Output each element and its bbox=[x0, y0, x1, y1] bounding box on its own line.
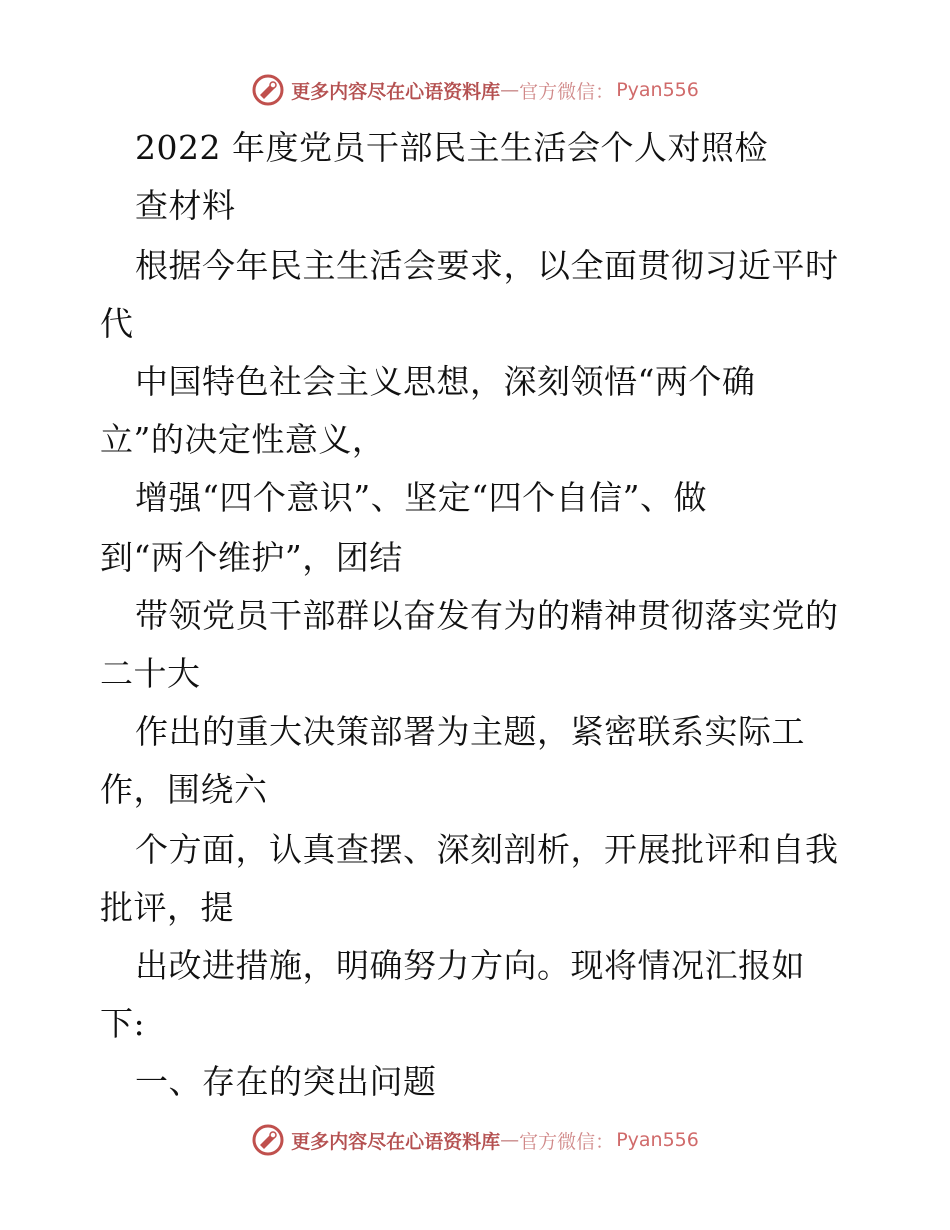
watermark-dash: — bbox=[500, 1129, 520, 1151]
paragraph-line: 带领党员干部群以奋发有为的精神贯彻落实党的 bbox=[135, 596, 839, 635]
paragraph-line: 到“两个维护”，团结 bbox=[100, 538, 403, 577]
paragraph-line: 下: bbox=[100, 1004, 146, 1043]
paragraph-line: 批评，提 bbox=[100, 888, 234, 927]
paragraph-line: 立”的决定性意义， bbox=[100, 420, 386, 459]
paragraph-line: 根据今年民主生活会要求，以全面贯彻习近平时 bbox=[135, 246, 839, 285]
paragraph-line: 作出的重大决策部署为主题，紧密联系实际工 bbox=[135, 712, 805, 751]
paragraph-line: 代 bbox=[100, 304, 134, 343]
watermark-wechat-id: Pyan556 bbox=[616, 79, 699, 101]
paragraph-line: 中国特色社会主义思想，深刻领悟“两个确 bbox=[135, 362, 756, 401]
watermark-wechat-label: 官方微信： bbox=[519, 1130, 615, 1153]
paragraph-line: 作，围绕六 bbox=[100, 770, 268, 809]
paragraph-line: 二十大 bbox=[100, 654, 201, 693]
watermark-logo-icon bbox=[251, 1123, 285, 1157]
paragraph-line: 个方面，认真查摆、深刻剖析，开展批评和自我 bbox=[135, 830, 839, 869]
document-title-line-2: 查材料 bbox=[135, 186, 236, 225]
watermark-dash: — bbox=[500, 79, 520, 101]
watermark-wechat-label: 官方微信： bbox=[519, 80, 615, 103]
footer-watermark bbox=[0, 1120, 950, 1160]
watermark-main-text: 更多内容尽在心语资料库 bbox=[291, 1130, 501, 1153]
watermark-main-text: 更多内容尽在心语资料库 bbox=[291, 80, 501, 103]
paragraph-line: 增强“四个意识”、坚定“四个自信”、做 bbox=[135, 478, 707, 517]
watermark-wechat-id: Pyan556 bbox=[616, 1129, 699, 1151]
document-title-line-1: 2022 年度党员干部民主生活会个人对照检 bbox=[135, 128, 768, 167]
header-watermark bbox=[0, 70, 950, 110]
paragraph-line: 出改进措施，明确努力方向。现将情况汇报如 bbox=[135, 946, 805, 985]
section-heading: 一、存在的突出问题 bbox=[135, 1062, 437, 1101]
watermark-logo-icon bbox=[251, 73, 285, 107]
